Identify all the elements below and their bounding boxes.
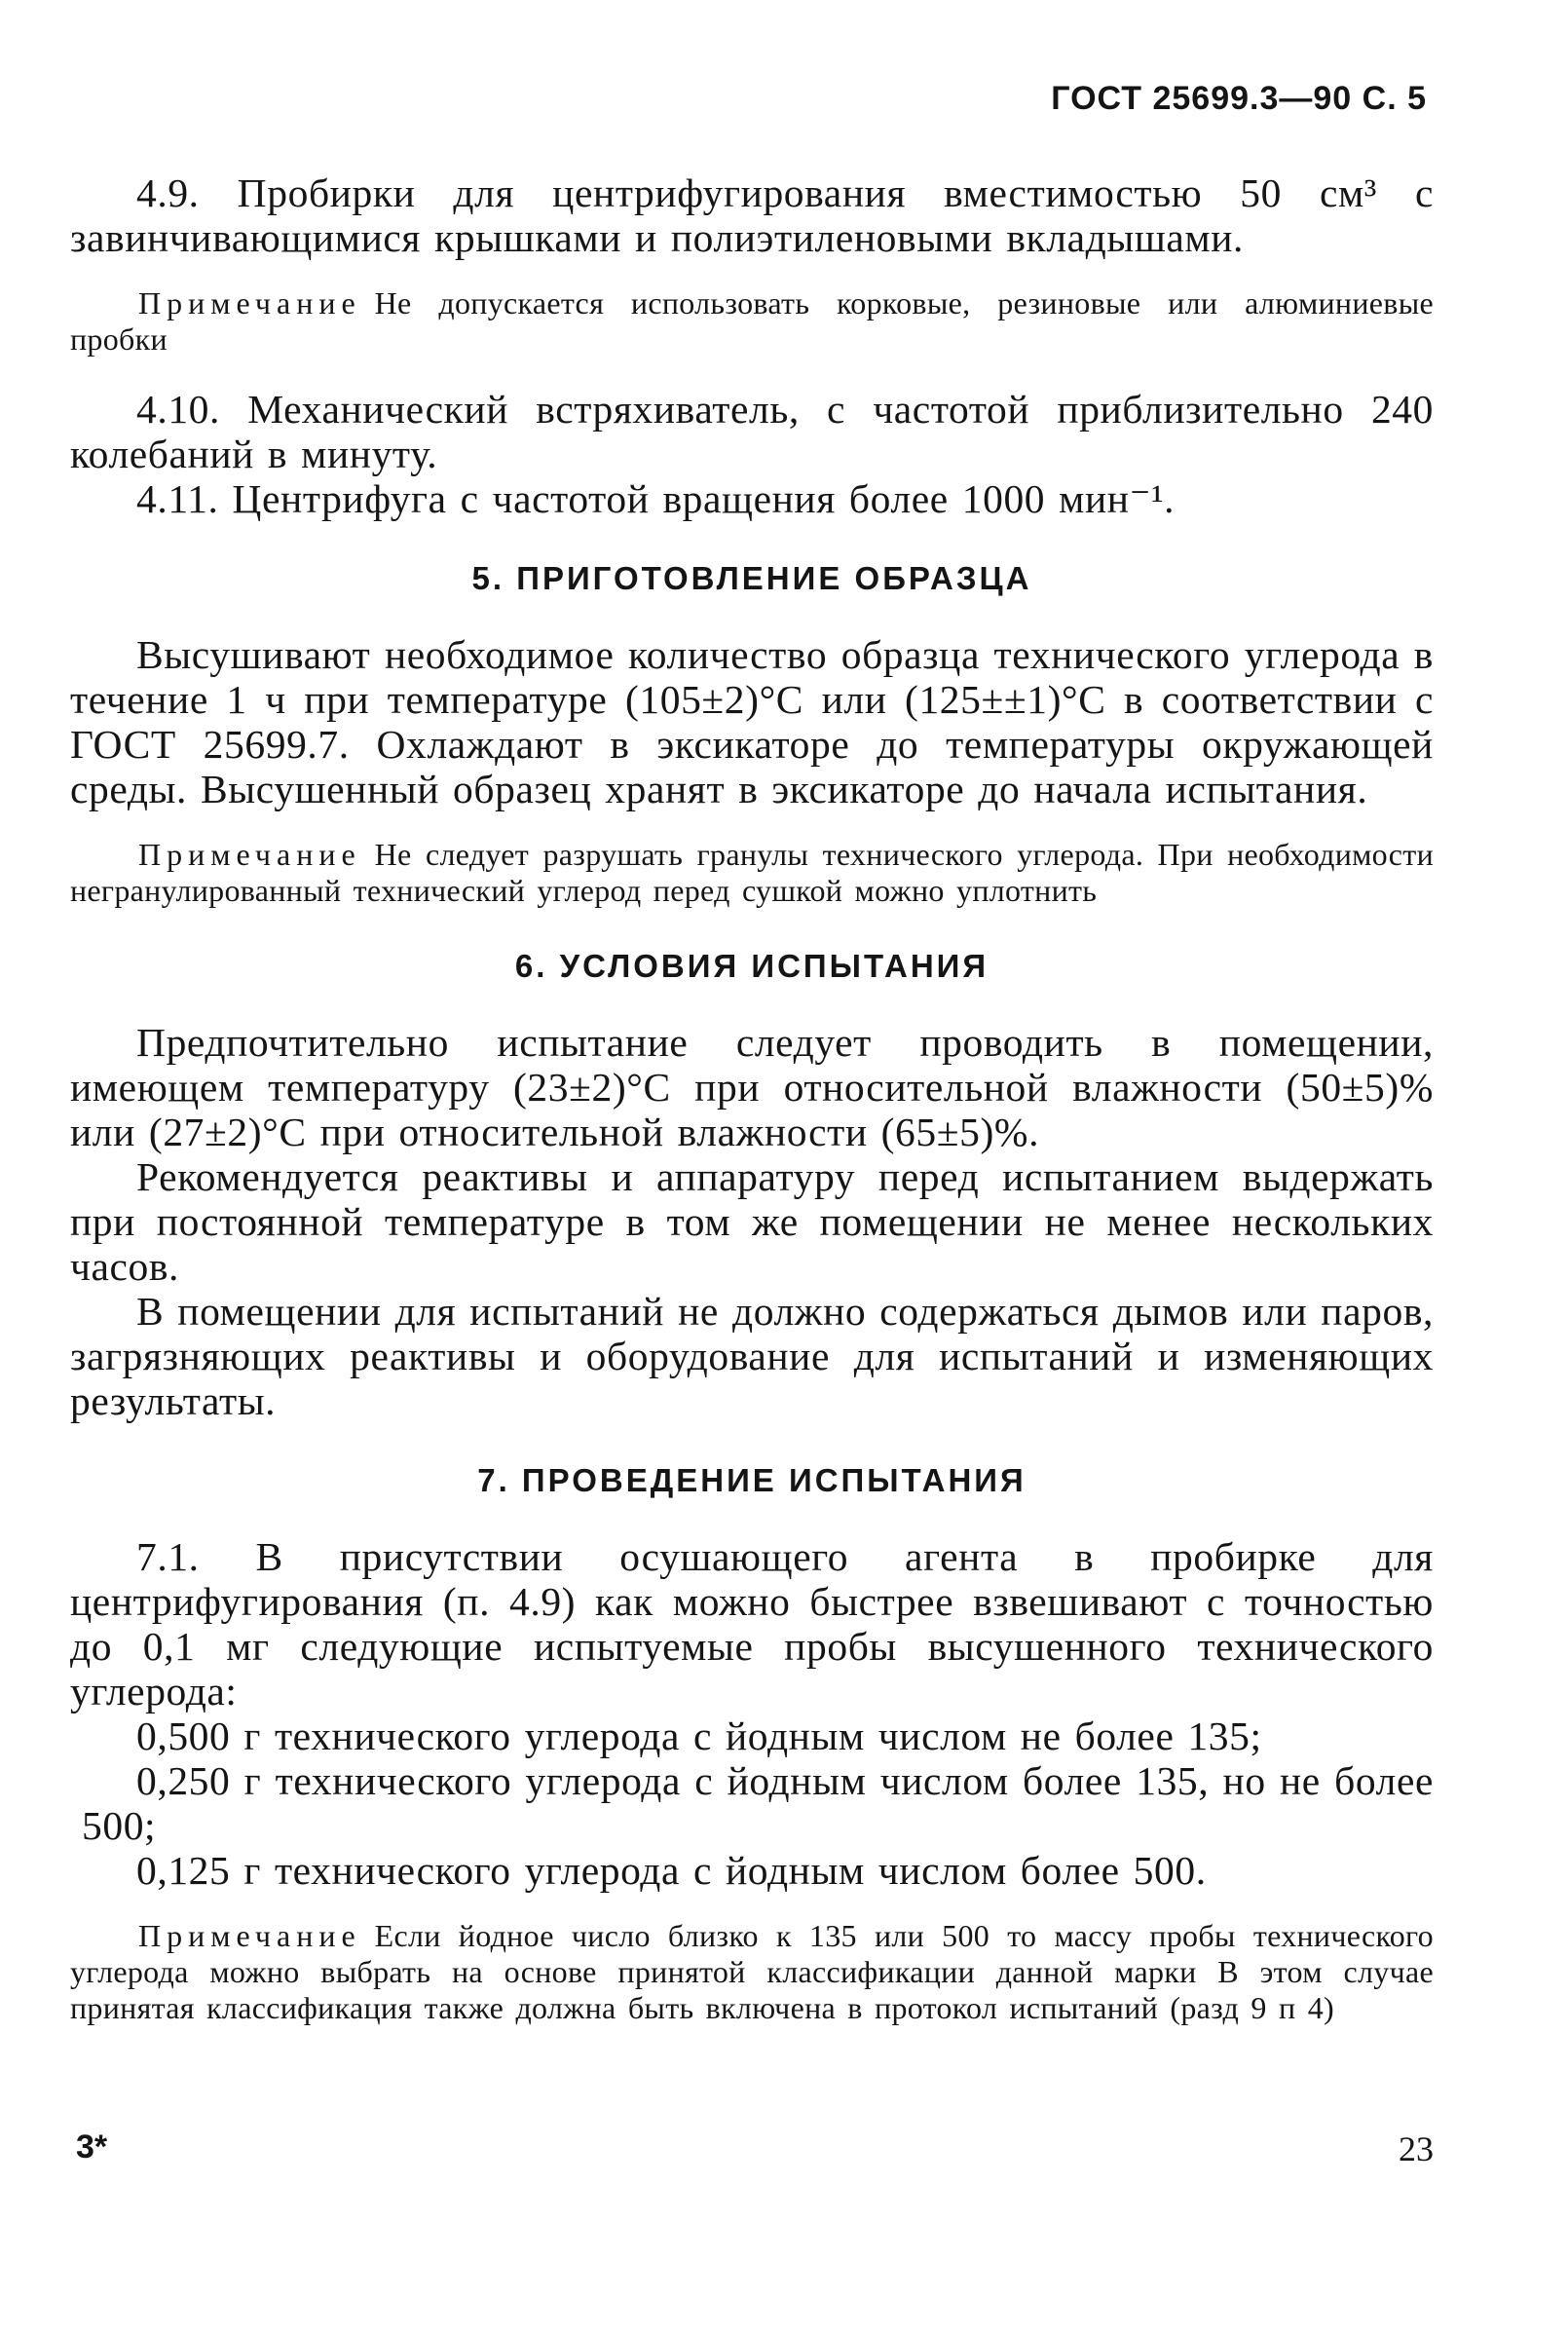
sample-mass-item: 0,500 г технического углерода с йодным числом не более 135; [136, 1714, 1262, 1758]
note-text: Не следует разрушать гранулы технического углерода. При необходимости негранулированный технический углерод перед сушкой можно уплотнить [70, 837, 1434, 908]
page-number: 23 [1399, 2129, 1434, 2168]
section-6-paragraph-1: Предпочтительно испытание следует проводить в помещении, имеющем температуру (23±2)°С при относительной влажности (50±5)% или (27±2)°С при относительной влажности (65±5)%. [70, 1020, 1434, 1154]
section-5-heading: 5. ПРИГОТОВЛЕНИЕ ОБРАЗЦА [471, 560, 1032, 596]
section-7-heading: 7. ПРОВЕДЕНИЕ ИСПЫТАНИЯ [477, 1462, 1027, 1498]
section-6-paragraph-3: В помещении для испытаний не должно содержаться дымов или паров, загрязняющих реактивы и оборудование для испытаний и изменяющих результаты. [70, 1289, 1434, 1423]
sample-mass-item: 0,125 г технического углерода с йодным числом более 500. [136, 1848, 1207, 1893]
signature-mark: 3* [76, 2128, 108, 2166]
note-label: Примечание [138, 1918, 361, 1953]
clause-4-11: 4.11. Центрифуга с частотой вращения более 1000 мин⁻¹. [136, 476, 1176, 521]
sample-mass-item: 0,250 г технического углерода с йодным числом более 135, но не более 500; [82, 1758, 1434, 1848]
note-label: Примечание [138, 285, 361, 320]
clause-4-10: 4.10. Механический встряхиватель, с частотой приблизительно 240 колебаний в минуту. [70, 387, 1434, 476]
document-body [70, 170, 1434, 2055]
running-title: ГОСТ 25699.3—90 С. 5 [1051, 80, 1427, 117]
note-text: Не допускается использовать корковые, резиновые или алюминиевые пробки [70, 285, 1434, 357]
note-section-7 [70, 1918, 1434, 2026]
section-6-heading: 6. УСЛОВИЯ ИСПЫТАНИЯ [514, 948, 989, 984]
note-label: Примечание [138, 837, 361, 872]
clause-7-1: 7.1. В присутствии осушающего агента в пробирке для центрифугирования (п. 4.9) как можно быстрее взвешивают с точностью до 0,1 мг следующие испытуемые пробы высушенного технического углерода: [70, 1534, 1434, 1714]
note-section-5 [70, 837, 1434, 909]
clause-4-9: 4.9. Пробирки для центрифугирования вместимостью 50 см³ с завинчивающимися крышками и полиэтиленовыми вкладышами. [70, 170, 1434, 260]
section-5-paragraph: Высушивают необходимое количество образца технического углерода в течение 1 ч при температуре (105±2)°С или (125±±1)°С в соответствии с ГОСТ 25699.7. Охлаждают в эксикаторе до температуры окружающей среды. Высушенный образец хранят в эксикаторе до начала испытания. [70, 632, 1434, 811]
note-text: Если йодное число близко к 135 или 500 то массу пробы технического углерода можно выбрать на основе принятой классификации данной марки В этом случае принятая классификация также должна быть включена в протокол испытаний (разд 9 п 4) [70, 1918, 1434, 2025]
section-6-paragraph-2: Рекомендуется реактивы и аппаратуру перед испытанием выдержать при постоянной температуре в том же помещении не менее нескольких часов. [70, 1154, 1434, 1289]
note-clause-4-9 [70, 285, 1434, 358]
